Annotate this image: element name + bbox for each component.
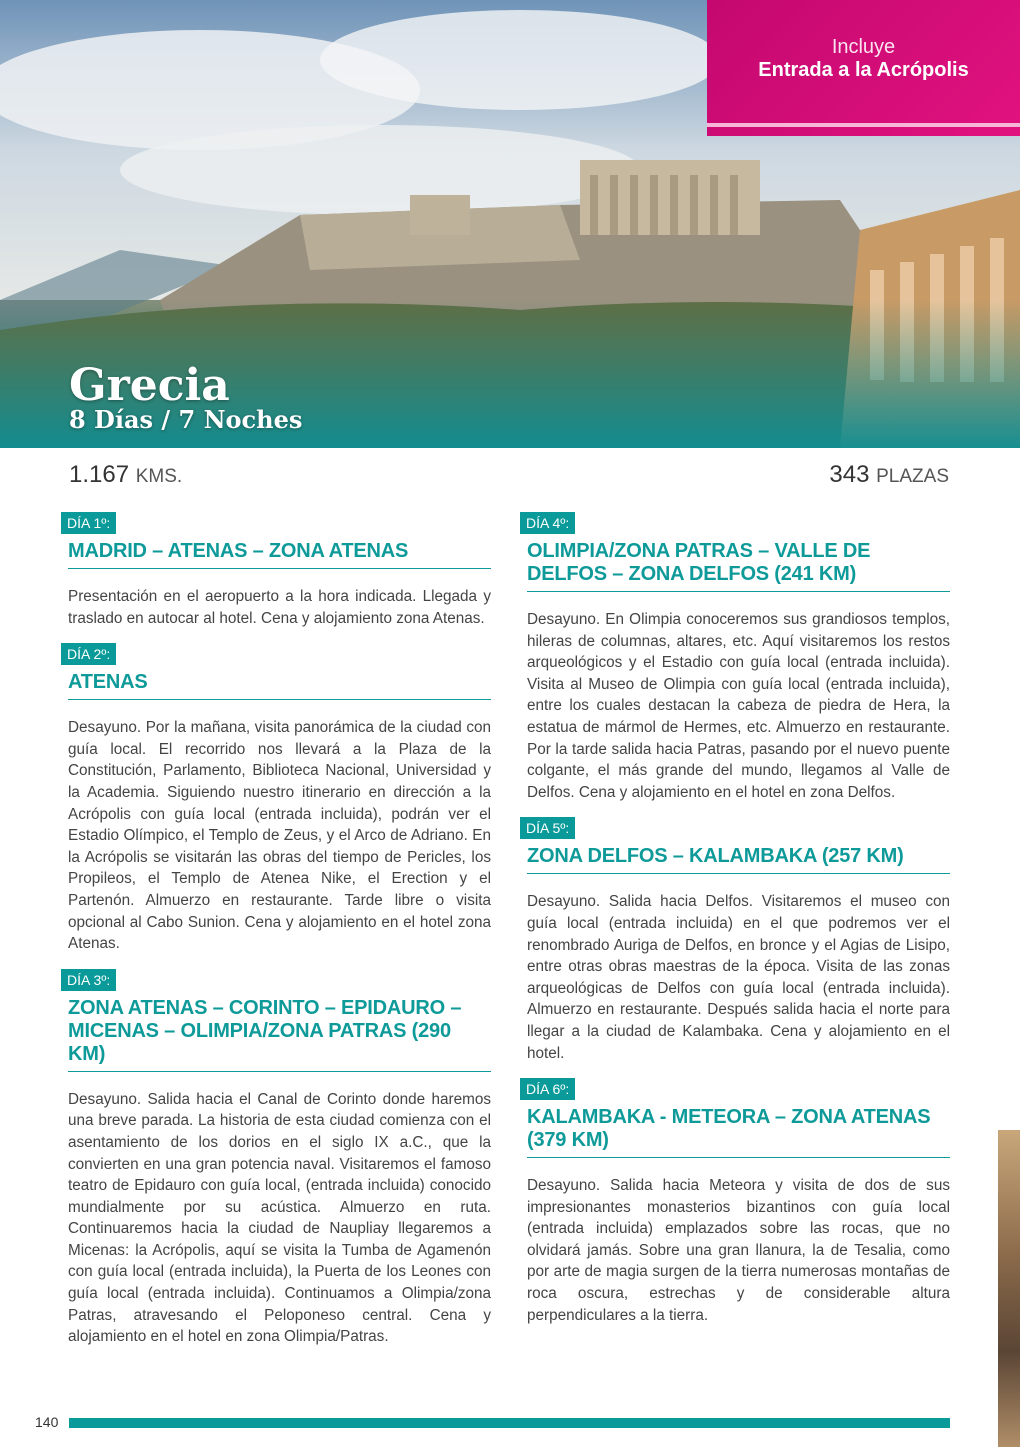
day-tag: DÍA 4º: (520, 512, 575, 534)
day-tag: DÍA 2º: (61, 643, 116, 665)
day-section (68, 512, 491, 629)
footer-bar (69, 1418, 950, 1428)
day-title: MADRID – ATENAS – ZONA ATENAS (68, 540, 491, 569)
day-section (68, 969, 491, 1348)
day-section (527, 817, 950, 1064)
hero-photo (0, 0, 1020, 448)
kms-stat (69, 461, 182, 489)
day-title: ZONA DELFOS – KALAMBAKA (257 KM) (527, 845, 950, 874)
side-photo-strip (998, 1130, 1020, 1447)
day-body: Desayuno. Por la mañana, visita panorámica de la ciudad con guía local. El recorrido nos llevará a la Plaza de la Constitución, Parlamento, Biblioteca Nacional, Universidad y la Academia. Siguiendo nuestro itinerario en dirección a la Acrópolis con guía local (entrada incluida), podrán ver el Estadio Olímpico, el Templo de Zeus, y el Arco de Adriano. En la Acrópolis se visitarán las obras del tiempo de Pericles, los Propileos, el Templo de Atenea Nike, el Erection y el Partenón. Almuerzo en restaurante. Tarde libre o visita opcional al Cabo Sunion. Cena y alojamiento en el hotel zona Atenas. (68, 719, 491, 953)
includes-badge (707, 0, 1020, 136)
badge-main-label: Entrada a la Acrópolis (758, 59, 969, 81)
day-title: ZONA ATENAS – CORINTO – EPIDAURO – MICENAS – OLIMPIA/ZONA PATRAS (290 KM) (68, 997, 491, 1072)
day-body: Desayuno. En Olimpia conoceremos sus grandiosos templos, hileras de columnas, altares, etc. Aquí visitaremos los restos arqueológicos y el Estadio con guía local (entrada incluida). Visita al Museo de Olimpia con guía local (entrada incluida), entre los cuales destacan la cabeza de piedra de Hera, la estatua de mármol de Hermes, etc. Almuerzo en restaurante. Por la tarde salida hacia Patras, pasando por el nuevo puente colgante, el más grande del mundo, llegamos al Valle de Delfos. Cena y alojamiento en el hotel en zona Delfos. (527, 611, 950, 801)
badge-underline (707, 123, 1020, 127)
day-tag: DÍA 3º: (61, 969, 116, 991)
kms-unit: KMS. (135, 466, 183, 487)
day-tag: DÍA 5º: (520, 817, 575, 839)
page-title: Grecia (69, 360, 230, 411)
day-body: Presentación en el aeropuerto a la hora indicada. Llegada y traslado en autocar al hotel. Cena y alojamiento zona Atenas. (68, 588, 491, 627)
day-title: ATENAS (68, 671, 491, 700)
day-title: OLIMPIA/ZONA PATRAS – VALLE DE DELFOS – ZONA DELFOS (241 KM) (527, 540, 950, 592)
day-section (527, 1078, 950, 1326)
day-title: KALAMBAKA - METEORA – ZONA ATENAS (379 KM) (527, 1106, 950, 1158)
day-section (527, 512, 950, 803)
day-tag: DÍA 1º: (61, 512, 116, 534)
plazas-unit: PLAZAS (876, 466, 949, 487)
day-body: Desayuno. Salida hacia Meteora y visita de dos de sus impresionantes monasterios bizantinos con guía local (entrada incluida) emplazados sobre las rocas, que no olvidará jamás. Sobre una gran llanura, la de Tesalia, como por arte de magia surgen de la tierra numerosas montañas de roca oscura, estrechas y de considerable altura perpendiculares a la tierra. (527, 1177, 950, 1324)
plazas-value: 343 (829, 461, 870, 488)
day-tag: DÍA 6º: (520, 1078, 575, 1100)
day-section (68, 643, 491, 955)
page-subtitle: 8 Días / 7 Noches (69, 405, 303, 434)
itinerary-column-left (68, 512, 491, 1362)
day-body: Desayuno. Salida hacia Delfos. Visitaremos el museo con guía local (entrada incluida) en el que podremos ver el renombrado Auriga de Delfos, en bronce y el Agias de Lisipo, entre otras obras maestras de la época. Visita de las zonas arqueológicas de Delfos con guía local (entrada incluida). Almuerzo en restaurante. Después salida hacia el norte para llegar a la ciudad de Kalambaka. Cena y alojamiento en el hotel. (527, 893, 950, 1062)
day-body: Desayuno. Salida hacia el Canal de Corinto donde haremos una breve parada. La historia de esta ciudad comienza con el asentamiento de los dorios en el siglo IX a.C., que la convierten en una gran potencia naval. Visitaremos el famoso teatro de Epidauro con guía local, (entrada incluida) conocido mundialmente por su acústica. Almuerzo en ruta. Continuaremos hacia la ciudad de Naupliay llegaremos a Micenas: la Acrópolis, aquí se visita la Tumba de Agamenón con guía local (entrada incluida), la Puerta de los Leones con guía local (entrada incluida). Continuamos a Olimpia/zona Patras, atravesando el Peloponeso central. Cena y alojamiento en el hotel en zona Olimpia/Patras. (68, 1090, 491, 1346)
kms-value: 1.167 (69, 461, 130, 488)
plazas-stat (829, 461, 949, 489)
page-number: 140 (35, 1414, 59, 1430)
badge-pre-label: Incluye (831, 36, 896, 58)
itinerary-column-right (527, 512, 950, 1340)
